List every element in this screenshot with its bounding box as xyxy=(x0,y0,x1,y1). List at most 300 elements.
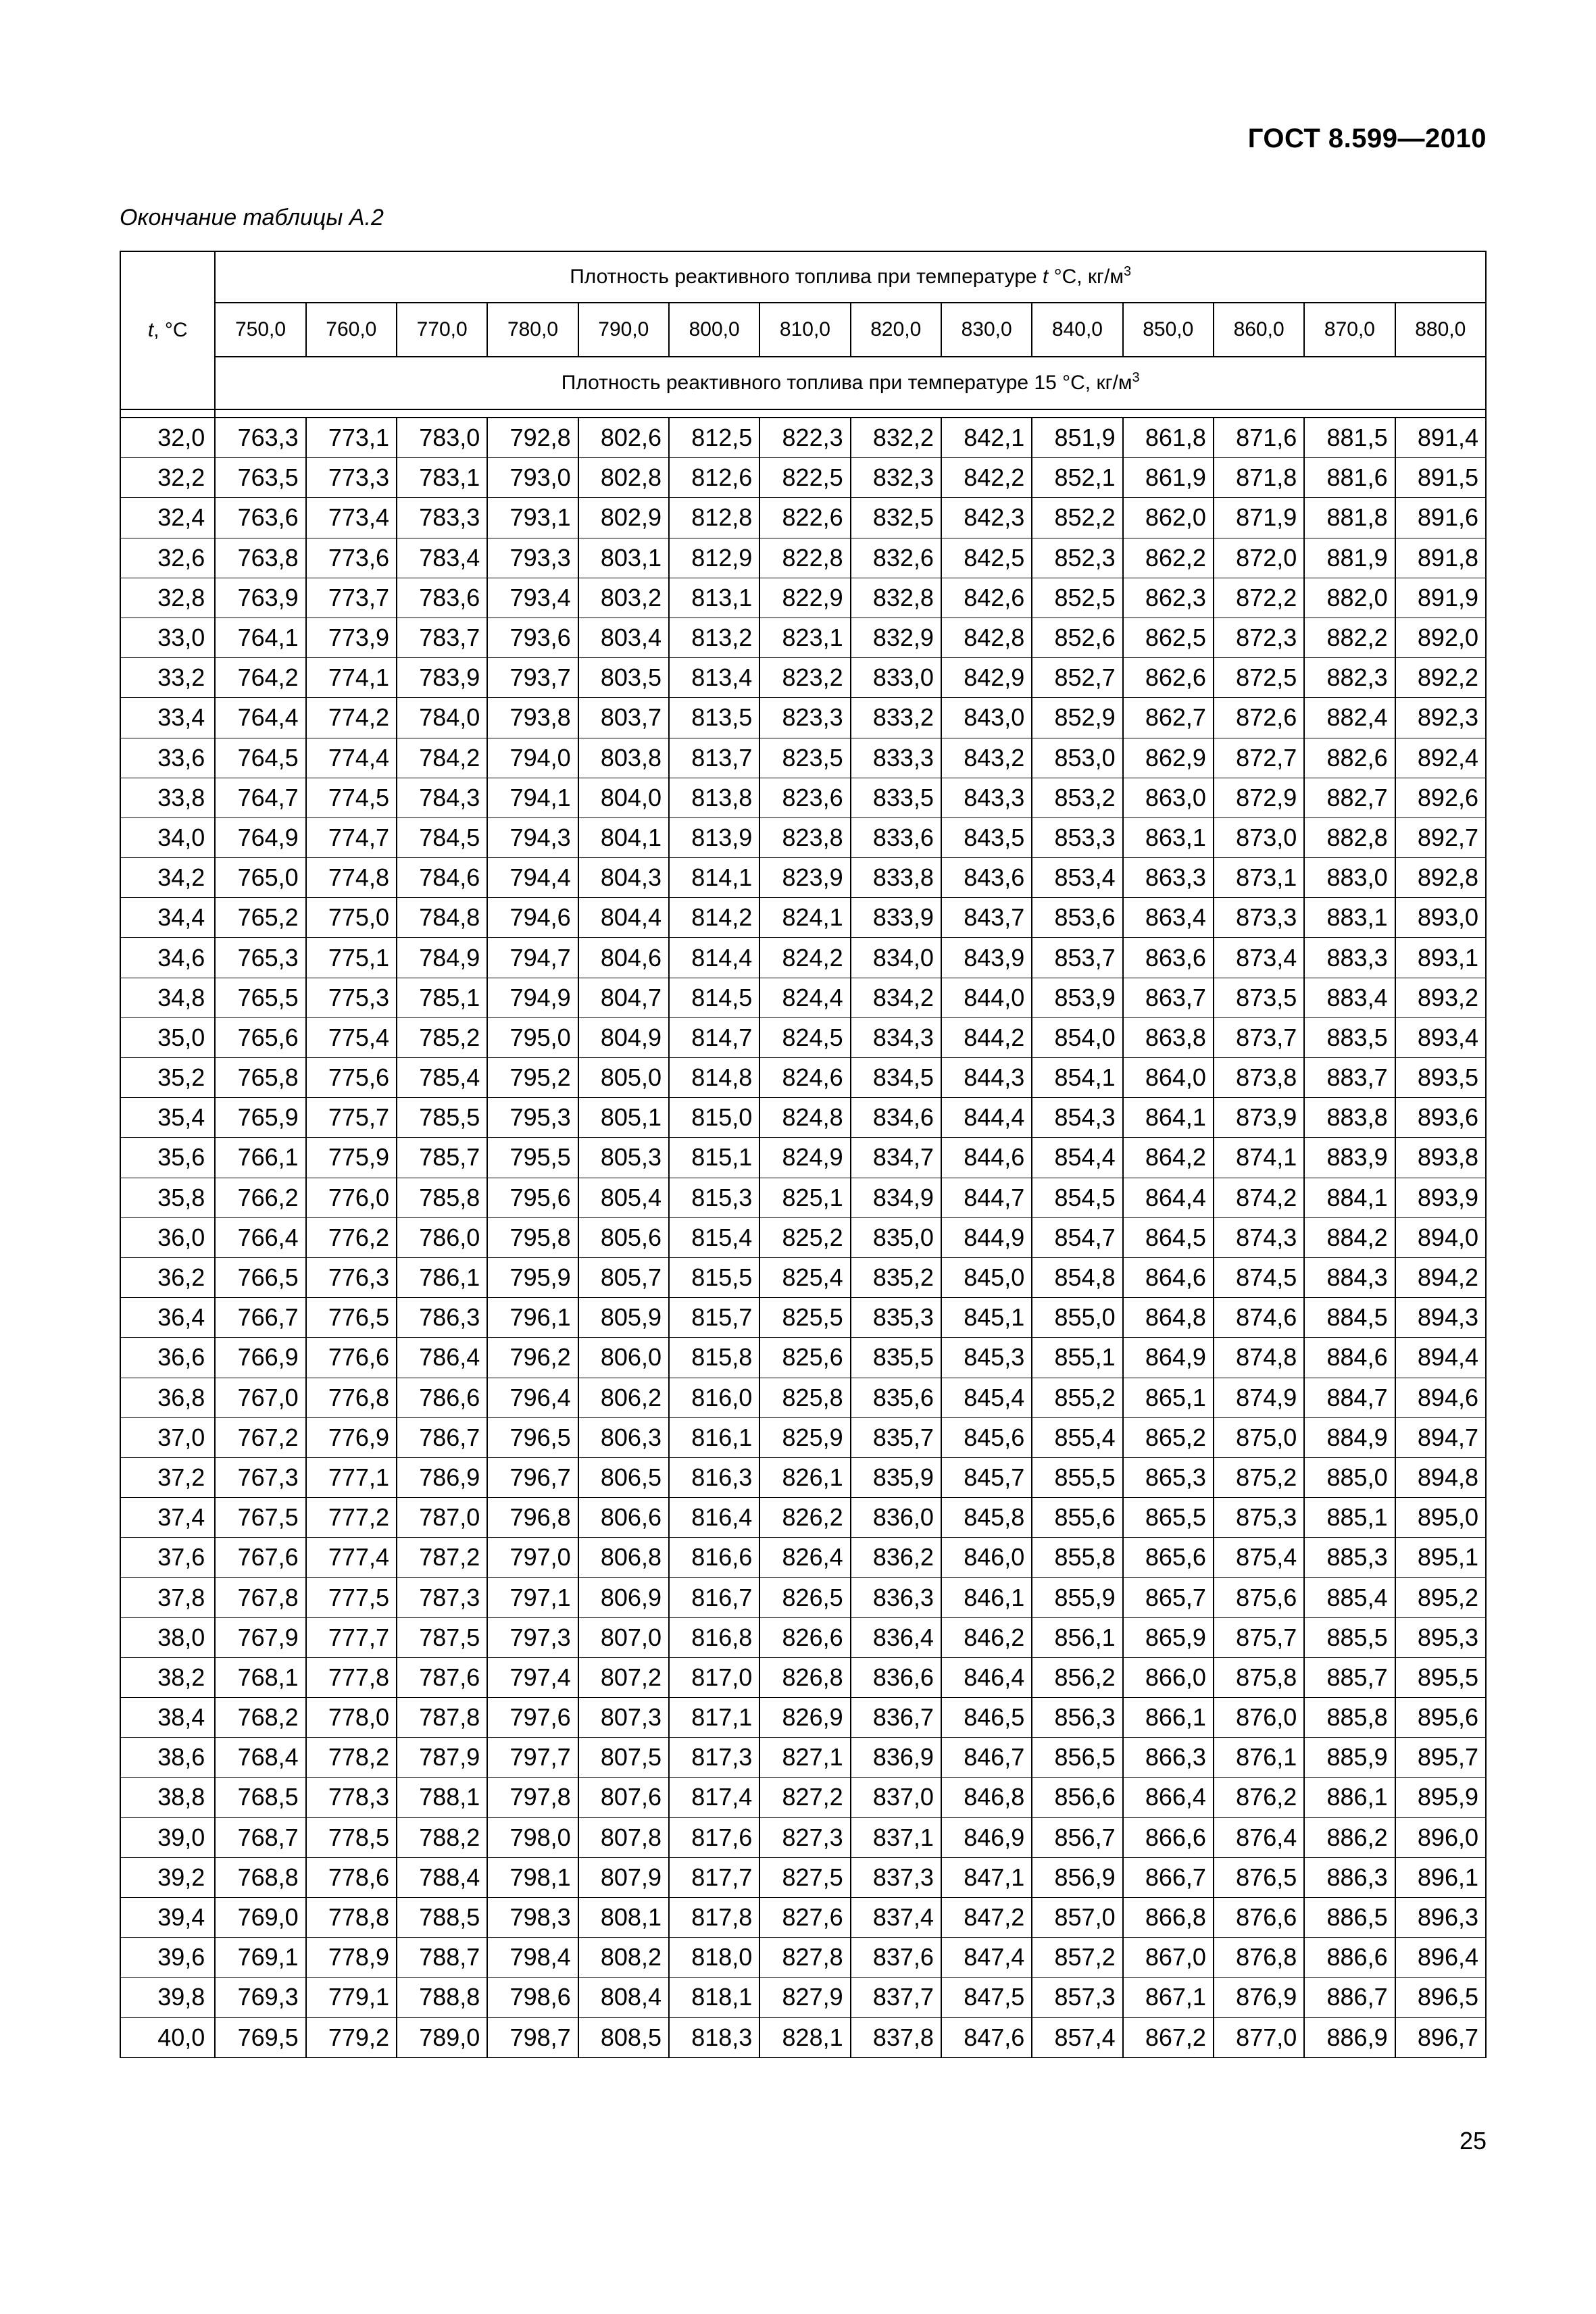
density-cell: 873,1 xyxy=(1214,858,1304,898)
density-cell: 793,4 xyxy=(487,578,578,618)
density-cell: 792,8 xyxy=(487,418,578,458)
density-cell: 845,7 xyxy=(941,1457,1032,1497)
density-column-header: 850,0 xyxy=(1123,303,1214,357)
density-cell: 883,7 xyxy=(1304,1058,1395,1098)
density-cell: 835,2 xyxy=(851,1257,941,1297)
density-cell: 767,8 xyxy=(215,1578,305,1617)
density-cell: 876,2 xyxy=(1214,1778,1304,1817)
density-cell: 862,7 xyxy=(1123,698,1214,738)
density-cell: 763,5 xyxy=(215,458,305,498)
density-cell: 815,0 xyxy=(669,1098,759,1138)
density-cell: 882,6 xyxy=(1304,738,1395,778)
density-cell: 874,5 xyxy=(1214,1257,1304,1297)
density-cell: 804,6 xyxy=(578,938,669,978)
density-cell: 822,5 xyxy=(759,458,850,498)
density-cell: 804,4 xyxy=(578,898,669,938)
density-cell: 835,0 xyxy=(851,1217,941,1257)
density-cell: 824,4 xyxy=(759,978,850,1017)
density-cell: 793,7 xyxy=(487,658,578,698)
density-cell: 845,1 xyxy=(941,1298,1032,1338)
density-cell: 787,2 xyxy=(397,1538,487,1578)
density-cell: 894,4 xyxy=(1395,1338,1486,1378)
separator-cell xyxy=(120,409,215,418)
density-cell: 804,7 xyxy=(578,978,669,1017)
density-cell: 895,7 xyxy=(1395,1738,1486,1778)
density-cell: 822,8 xyxy=(759,538,850,578)
density-cell: 767,3 xyxy=(215,1457,305,1497)
density-cell: 894,0 xyxy=(1395,1217,1486,1257)
temperature-cell: 33,8 xyxy=(120,778,215,818)
density-cell: 777,8 xyxy=(306,1657,397,1697)
density-cell: 765,9 xyxy=(215,1098,305,1138)
density-cell: 795,6 xyxy=(487,1178,578,1217)
density-cell: 794,4 xyxy=(487,858,578,898)
density-cell: 862,5 xyxy=(1123,618,1214,657)
density-cell: 846,1 xyxy=(941,1578,1032,1617)
temperature-cell: 36,2 xyxy=(120,1257,215,1297)
density-cell: 871,9 xyxy=(1214,498,1304,538)
density-cell: 872,3 xyxy=(1214,618,1304,657)
table-row xyxy=(120,1178,1486,1217)
density-cell: 886,1 xyxy=(1304,1778,1395,1817)
table-row xyxy=(120,1217,1486,1257)
density-cell: 815,1 xyxy=(669,1138,759,1178)
density-cell: 774,2 xyxy=(306,698,397,738)
density-cell: 855,0 xyxy=(1032,1298,1122,1338)
density-cell: 844,4 xyxy=(941,1098,1032,1138)
density-cell: 776,0 xyxy=(306,1178,397,1217)
density-cell: 875,3 xyxy=(1214,1498,1304,1538)
density-cell: 823,5 xyxy=(759,738,850,778)
density-cell: 856,1 xyxy=(1032,1617,1122,1657)
density-cell: 863,1 xyxy=(1123,818,1214,857)
density-cell: 833,0 xyxy=(851,658,941,698)
density-cell: 816,3 xyxy=(669,1457,759,1497)
density-cell: 769,5 xyxy=(215,2017,305,2057)
density-cell: 893,0 xyxy=(1395,898,1486,938)
density-cell: 825,5 xyxy=(759,1298,850,1338)
temperature-cell: 35,2 xyxy=(120,1058,215,1098)
density-cell: 775,1 xyxy=(306,938,397,978)
density-cell: 876,5 xyxy=(1214,1857,1304,1897)
density-cell: 895,3 xyxy=(1395,1617,1486,1657)
density-cell: 805,7 xyxy=(578,1257,669,1297)
table-row xyxy=(120,1657,1486,1697)
density-cell: 885,3 xyxy=(1304,1538,1395,1578)
density-cell: 827,9 xyxy=(759,1978,850,2017)
density-cell: 871,8 xyxy=(1214,458,1304,498)
density-cell: 884,9 xyxy=(1304,1417,1395,1457)
table-row xyxy=(120,1738,1486,1778)
temperature-cell: 32,8 xyxy=(120,578,215,618)
density-cell: 864,1 xyxy=(1123,1098,1214,1138)
density-cell: 894,3 xyxy=(1395,1298,1486,1338)
density-cell: 817,0 xyxy=(669,1657,759,1697)
density-cell: 894,7 xyxy=(1395,1417,1486,1457)
density-cell: 834,7 xyxy=(851,1138,941,1178)
density-cell: 768,1 xyxy=(215,1657,305,1697)
density-cell: 766,2 xyxy=(215,1178,305,1217)
density-cell: 824,2 xyxy=(759,938,850,978)
temperature-cell: 36,8 xyxy=(120,1378,215,1417)
density-cell: 873,9 xyxy=(1214,1098,1304,1138)
density-cell: 895,1 xyxy=(1395,1538,1486,1578)
density-cell: 798,7 xyxy=(487,2017,578,2057)
density-cell: 843,5 xyxy=(941,818,1032,857)
density-cell: 786,9 xyxy=(397,1457,487,1497)
density-cell: 854,1 xyxy=(1032,1058,1122,1098)
density-column-header: 750,0 xyxy=(215,303,305,357)
density-cell: 815,3 xyxy=(669,1178,759,1217)
density-cell: 793,1 xyxy=(487,498,578,538)
density-cell: 774,8 xyxy=(306,858,397,898)
page-number: 25 xyxy=(1459,2127,1487,2155)
density-cell: 797,3 xyxy=(487,1617,578,1657)
density-cell: 845,0 xyxy=(941,1257,1032,1297)
density-cell: 768,8 xyxy=(215,1857,305,1897)
density-cell: 852,5 xyxy=(1032,578,1122,618)
density-cell: 823,8 xyxy=(759,818,850,857)
density-cell: 816,0 xyxy=(669,1378,759,1417)
reference-density-header xyxy=(215,357,1486,409)
table-row xyxy=(120,458,1486,498)
temperature-cell: 33,0 xyxy=(120,618,215,657)
density-cell: 828,1 xyxy=(759,2017,850,2057)
density-cell: 775,4 xyxy=(306,1017,397,1057)
density-cell: 886,9 xyxy=(1304,2017,1395,2057)
temperature-cell: 34,2 xyxy=(120,858,215,898)
density-cell: 813,7 xyxy=(669,738,759,778)
density-cell: 776,5 xyxy=(306,1298,397,1338)
density-cell: 875,6 xyxy=(1214,1578,1304,1617)
density-cell: 783,4 xyxy=(397,538,487,578)
density-column-header: 820,0 xyxy=(851,303,941,357)
temperature-cell: 38,8 xyxy=(120,1778,215,1817)
density-cell: 774,4 xyxy=(306,738,397,778)
density-cell: 795,9 xyxy=(487,1257,578,1297)
density-cell: 822,3 xyxy=(759,418,850,458)
density-cell: 807,8 xyxy=(578,1817,669,1857)
density-cell: 886,7 xyxy=(1304,1978,1395,2017)
density-cell: 864,0 xyxy=(1123,1058,1214,1098)
density-cell: 807,2 xyxy=(578,1657,669,1697)
density-cell: 777,7 xyxy=(306,1617,397,1657)
density-cell: 875,7 xyxy=(1214,1617,1304,1657)
density-cell: 843,9 xyxy=(941,938,1032,978)
density-cell: 797,4 xyxy=(487,1657,578,1697)
density-cell: 764,9 xyxy=(215,818,305,857)
density-cell: 834,9 xyxy=(851,1178,941,1217)
density-cell: 806,8 xyxy=(578,1538,669,1578)
density-cell: 806,5 xyxy=(578,1457,669,1497)
density-cell: 833,9 xyxy=(851,898,941,938)
density-cell: 873,3 xyxy=(1214,898,1304,938)
density-cell: 874,2 xyxy=(1214,1178,1304,1217)
density-cell: 814,5 xyxy=(669,978,759,1017)
density-cell: 832,5 xyxy=(851,498,941,538)
density-cell: 796,5 xyxy=(487,1417,578,1457)
density-cell: 883,9 xyxy=(1304,1138,1395,1178)
density-cell: 765,3 xyxy=(215,938,305,978)
density-cell: 891,6 xyxy=(1395,498,1486,538)
density-cell: 885,9 xyxy=(1304,1738,1395,1778)
density-cell: 847,5 xyxy=(941,1978,1032,2017)
density-cell: 815,5 xyxy=(669,1257,759,1297)
density-cell: 823,2 xyxy=(759,658,850,698)
density-cell: 843,0 xyxy=(941,698,1032,738)
density-cell: 865,2 xyxy=(1123,1417,1214,1457)
temperature-cell: 32,0 xyxy=(120,418,215,458)
density-cell: 884,1 xyxy=(1304,1178,1395,1217)
density-cell: 842,2 xyxy=(941,458,1032,498)
density-cell: 773,1 xyxy=(306,418,397,458)
density-cell: 816,6 xyxy=(669,1538,759,1578)
density-cell: 874,6 xyxy=(1214,1298,1304,1338)
density-cell: 797,0 xyxy=(487,1538,578,1578)
table-row xyxy=(120,778,1486,818)
density-cell: 896,0 xyxy=(1395,1817,1486,1857)
density-cell: 764,2 xyxy=(215,658,305,698)
table-row xyxy=(120,698,1486,738)
density-cell: 893,4 xyxy=(1395,1017,1486,1057)
density-cell: 776,9 xyxy=(306,1417,397,1457)
table-row xyxy=(120,1857,1486,1897)
density-cell: 783,1 xyxy=(397,458,487,498)
density-cell: 824,1 xyxy=(759,898,850,938)
density-cell: 883,1 xyxy=(1304,898,1395,938)
density-cell: 798,4 xyxy=(487,1938,578,1978)
table-row xyxy=(120,498,1486,538)
density-cell: 866,8 xyxy=(1123,1897,1214,1937)
temperature-cell: 34,8 xyxy=(120,978,215,1017)
density-cell: 892,7 xyxy=(1395,818,1486,857)
temperature-cell: 38,2 xyxy=(120,1657,215,1697)
density-cell: 896,4 xyxy=(1395,1938,1486,1978)
density-cell: 765,8 xyxy=(215,1058,305,1098)
density-cell: 796,1 xyxy=(487,1298,578,1338)
density-cell: 836,9 xyxy=(851,1738,941,1778)
density-cell: 826,4 xyxy=(759,1538,850,1578)
density-cell: 834,5 xyxy=(851,1058,941,1098)
density-cell: 837,3 xyxy=(851,1857,941,1897)
density-cell: 804,1 xyxy=(578,818,669,857)
density-cell: 793,8 xyxy=(487,698,578,738)
density-cell: 896,7 xyxy=(1395,2017,1486,2057)
density-cell: 814,2 xyxy=(669,898,759,938)
density-cell: 894,2 xyxy=(1395,1257,1486,1297)
density-cell: 863,3 xyxy=(1123,858,1214,898)
density-cell: 774,1 xyxy=(306,658,397,698)
density-cell: 777,1 xyxy=(306,1457,397,1497)
density-column-header: 870,0 xyxy=(1304,303,1395,357)
density-cell: 785,7 xyxy=(397,1138,487,1178)
density-cell: 814,1 xyxy=(669,858,759,898)
density-cell: 784,2 xyxy=(397,738,487,778)
temperature-cell: 35,6 xyxy=(120,1138,215,1178)
density-cell: 884,7 xyxy=(1304,1378,1395,1417)
density-cell: 825,1 xyxy=(759,1178,850,1217)
density-cell: 873,8 xyxy=(1214,1058,1304,1098)
standard-designation: ГОСТ 8.599—2010 xyxy=(1247,124,1487,153)
density-cell: 836,0 xyxy=(851,1498,941,1538)
density-cell: 861,9 xyxy=(1123,458,1214,498)
bottom-header-text: Плотность реактивного топлива при температуре 15 °С, кг/м xyxy=(561,372,1132,394)
density-cell: 788,1 xyxy=(397,1778,487,1817)
density-cell: 788,2 xyxy=(397,1817,487,1857)
density-cell: 882,2 xyxy=(1304,618,1395,657)
density-cell: 883,4 xyxy=(1304,978,1395,1017)
density-cell: 896,5 xyxy=(1395,1978,1486,2017)
density-cell: 817,1 xyxy=(669,1698,759,1738)
density-cell: 786,3 xyxy=(397,1298,487,1338)
density-cell: 765,6 xyxy=(215,1017,305,1057)
density-cell: 835,3 xyxy=(851,1298,941,1338)
density-cell: 853,3 xyxy=(1032,818,1122,857)
density-cell: 852,3 xyxy=(1032,538,1122,578)
observed-density-header xyxy=(215,251,1486,303)
density-cell: 765,5 xyxy=(215,978,305,1017)
density-cell: 866,0 xyxy=(1123,1657,1214,1697)
density-column-header: 840,0 xyxy=(1032,303,1122,357)
density-cell: 866,7 xyxy=(1123,1857,1214,1897)
density-cell: 778,5 xyxy=(306,1817,397,1857)
density-cell: 787,0 xyxy=(397,1498,487,1538)
density-cell: 873,0 xyxy=(1214,818,1304,857)
density-cell: 855,6 xyxy=(1032,1498,1122,1538)
density-cell: 892,3 xyxy=(1395,698,1486,738)
density-cell: 796,8 xyxy=(487,1498,578,1538)
density-cell: 852,2 xyxy=(1032,498,1122,538)
density-cell: 794,3 xyxy=(487,818,578,857)
separator-cell xyxy=(215,409,1486,418)
density-cell: 893,5 xyxy=(1395,1058,1486,1098)
density-cell: 855,9 xyxy=(1032,1578,1122,1617)
density-cell: 842,1 xyxy=(941,418,1032,458)
density-cell: 894,6 xyxy=(1395,1378,1486,1417)
density-cell: 844,6 xyxy=(941,1138,1032,1178)
density-cell: 824,9 xyxy=(759,1138,850,1178)
density-cell: 844,3 xyxy=(941,1058,1032,1098)
density-cell: 846,8 xyxy=(941,1778,1032,1817)
density-cell: 895,2 xyxy=(1395,1578,1486,1617)
temperature-cell: 36,4 xyxy=(120,1298,215,1338)
density-cell: 812,6 xyxy=(669,458,759,498)
density-cell: 818,1 xyxy=(669,1978,759,2017)
density-cell: 787,5 xyxy=(397,1617,487,1657)
density-cell: 884,5 xyxy=(1304,1298,1395,1338)
density-cell: 775,9 xyxy=(306,1138,397,1178)
density-cell: 835,5 xyxy=(851,1338,941,1378)
density-cell: 807,9 xyxy=(578,1857,669,1897)
density-cell: 866,4 xyxy=(1123,1778,1214,1817)
density-cell: 783,0 xyxy=(397,418,487,458)
density-cell: 875,0 xyxy=(1214,1417,1304,1457)
temperature-cell: 36,6 xyxy=(120,1338,215,1378)
density-cell: 813,1 xyxy=(669,578,759,618)
density-cell: 836,2 xyxy=(851,1538,941,1578)
density-cell: 802,9 xyxy=(578,498,669,538)
density-cell: 854,4 xyxy=(1032,1138,1122,1178)
density-cell: 844,2 xyxy=(941,1017,1032,1057)
density-cell: 862,3 xyxy=(1123,578,1214,618)
density-cell: 855,2 xyxy=(1032,1378,1122,1417)
density-cell: 837,7 xyxy=(851,1978,941,2017)
temperature-cell: 39,8 xyxy=(120,1978,215,2017)
density-cell: 852,9 xyxy=(1032,698,1122,738)
density-cell: 773,6 xyxy=(306,538,397,578)
density-cell: 816,8 xyxy=(669,1617,759,1657)
density-cell: 844,7 xyxy=(941,1178,1032,1217)
density-cell: 883,3 xyxy=(1304,938,1395,978)
density-cell: 861,8 xyxy=(1123,418,1214,458)
density-cell: 842,3 xyxy=(941,498,1032,538)
density-cell: 824,5 xyxy=(759,1017,850,1057)
density-cell: 775,7 xyxy=(306,1098,397,1138)
density-cell: 796,7 xyxy=(487,1457,578,1497)
table-row xyxy=(120,418,1486,458)
density-cell: 843,6 xyxy=(941,858,1032,898)
density-cell: 816,1 xyxy=(669,1417,759,1457)
density-cell: 881,9 xyxy=(1304,538,1395,578)
temperature-cell: 33,4 xyxy=(120,698,215,738)
density-cell: 876,4 xyxy=(1214,1817,1304,1857)
table-row xyxy=(120,1938,1486,1978)
density-cell: 805,4 xyxy=(578,1178,669,1217)
density-cell: 787,6 xyxy=(397,1657,487,1697)
temperature-cell: 35,8 xyxy=(120,1178,215,1217)
density-cell: 786,4 xyxy=(397,1338,487,1378)
density-cell: 806,9 xyxy=(578,1578,669,1617)
density-cell: 804,9 xyxy=(578,1017,669,1057)
density-cell: 872,9 xyxy=(1214,778,1304,818)
table-row xyxy=(120,1578,1486,1617)
density-cell: 812,8 xyxy=(669,498,759,538)
density-cell: 803,7 xyxy=(578,698,669,738)
density-cell: 881,8 xyxy=(1304,498,1395,538)
density-cell: 892,2 xyxy=(1395,658,1486,698)
density-cell: 802,8 xyxy=(578,458,669,498)
density-cell: 763,3 xyxy=(215,418,305,458)
density-cell: 872,5 xyxy=(1214,658,1304,698)
density-cell: 837,6 xyxy=(851,1938,941,1978)
density-cell: 854,0 xyxy=(1032,1017,1122,1057)
density-table-container xyxy=(120,251,1487,2058)
density-cell: 783,6 xyxy=(397,578,487,618)
density-cell: 856,2 xyxy=(1032,1657,1122,1697)
density-cell: 885,0 xyxy=(1304,1457,1395,1497)
density-cell: 865,7 xyxy=(1123,1578,1214,1617)
temperature-cell: 36,0 xyxy=(120,1217,215,1257)
density-cell: 832,8 xyxy=(851,578,941,618)
density-cell: 766,5 xyxy=(215,1257,305,1297)
density-cell: 766,1 xyxy=(215,1138,305,1178)
density-cell: 825,8 xyxy=(759,1378,850,1417)
density-cell: 817,7 xyxy=(669,1857,759,1897)
density-cell: 768,2 xyxy=(215,1698,305,1738)
density-cell: 773,7 xyxy=(306,578,397,618)
table-row xyxy=(120,1778,1486,1817)
density-cell: 768,4 xyxy=(215,1738,305,1778)
density-cell: 778,2 xyxy=(306,1738,397,1778)
density-cell: 865,5 xyxy=(1123,1498,1214,1538)
density-cell: 805,0 xyxy=(578,1058,669,1098)
density-cell: 788,7 xyxy=(397,1938,487,1978)
density-cell: 824,6 xyxy=(759,1058,850,1098)
density-cell: 826,6 xyxy=(759,1617,850,1657)
density-cell: 797,6 xyxy=(487,1698,578,1738)
density-cell: 805,6 xyxy=(578,1217,669,1257)
density-cell: 825,4 xyxy=(759,1257,850,1297)
